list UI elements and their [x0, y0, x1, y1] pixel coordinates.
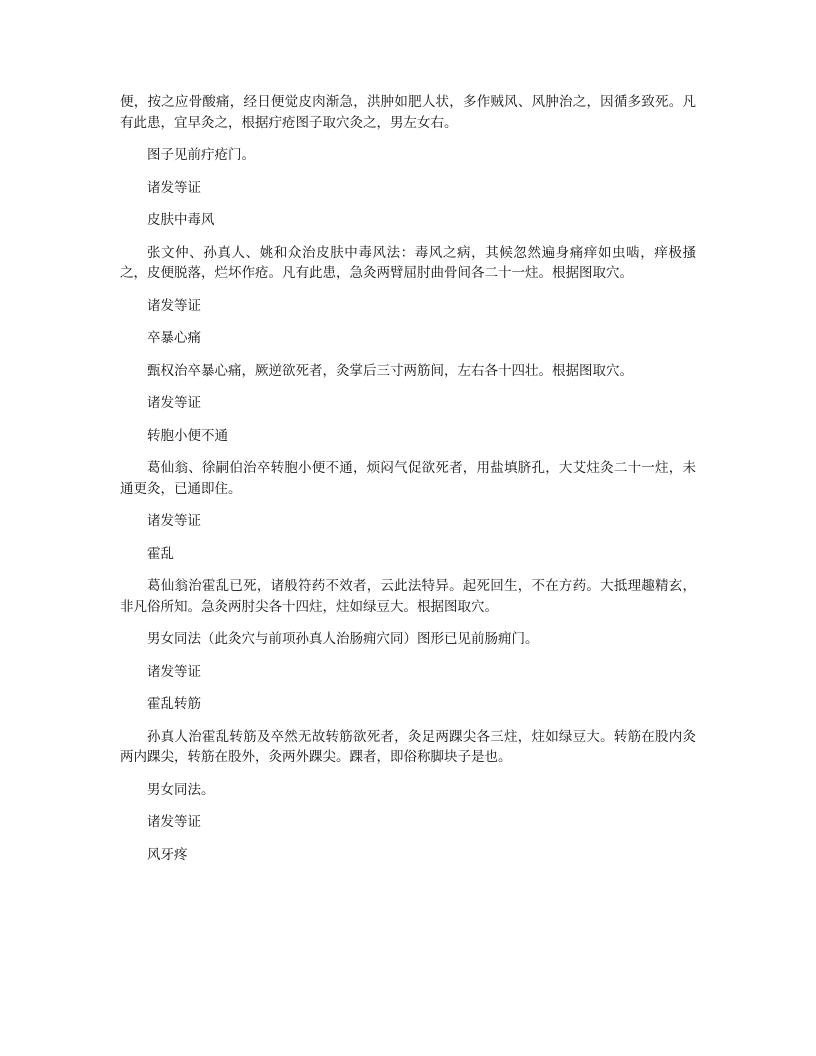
category-heading: 诸发等证	[147, 663, 201, 680]
section-heading: 霍乱	[147, 545, 174, 562]
body-paragraph: 张文仲、孙真人、姚和众治皮肤中毒风法：毒风之病，其候忽然遍身痛痒如虫啮，痒极搔之，皮便脱落，烂坏作疮。凡有此患，急灸两臂屈肘曲骨间各二十一炷。根据图取穴。	[120, 244, 696, 281]
body-paragraph: 甄权治卒暴心痛，厥逆欲死者，灸掌后三寸两筋间，左右各十四壮。根据图取穴。	[147, 362, 633, 379]
category-heading: 诸发等证	[147, 814, 201, 830]
note-paragraph: 男女同法。	[147, 781, 215, 798]
section-heading: 转胞小便不通	[147, 427, 228, 444]
section-heading: 卒暴心痛	[147, 330, 201, 346]
body-paragraph: 葛仙翁治霍乱已死，诸般符药不效者，云此法特异。起死回生，不在方药。大抵理趣精玄，非凡俗所知。急灸两肘尖各十四炷，炷如绿豆大。根据图取穴。	[120, 578, 696, 615]
section-heading: 皮肤中毒风	[147, 212, 215, 228]
note-paragraph: 图子见前疔疮门。	[147, 147, 255, 163]
document-page	[120, 92, 696, 877]
body-paragraph: 葛仙翁、徐嗣伯治卒转胞小便不通，烦闷气促欲死者，用盐填脐孔，大艾炷灸二十一炷，未通更灸，已通即住。	[120, 460, 696, 497]
category-heading: 诸发等证	[147, 513, 201, 529]
category-heading: 诸发等证	[147, 179, 201, 196]
continuation-paragraph: 便，按之应骨酸痛，经日便觉皮肉渐急，洪肿如肥人状，多作贼风、风肿治之，因循多致死。凡有此患，宜早灸之，根据疔疮图子取穴灸之，男左女右。	[120, 94, 696, 131]
note-paragraph: 男女同法（此灸穴与前项孙真人治肠痈穴同）图形已见前肠痈门。	[147, 631, 539, 647]
section-heading: 霍乱转筋	[147, 696, 201, 712]
category-heading: 诸发等证	[147, 395, 201, 411]
section-heading: 风牙疼	[147, 846, 188, 863]
body-paragraph: 孙真人治霍乱转筋及卒然无故转筋欲死者，灸足两踝尖各三炷，炷如绿豆大。转筋在股内灸两内踝尖，转筋在股外，灸两外踝尖。踝者，即俗称脚块子是也。	[120, 728, 696, 765]
category-heading: 诸发等证	[147, 297, 201, 314]
